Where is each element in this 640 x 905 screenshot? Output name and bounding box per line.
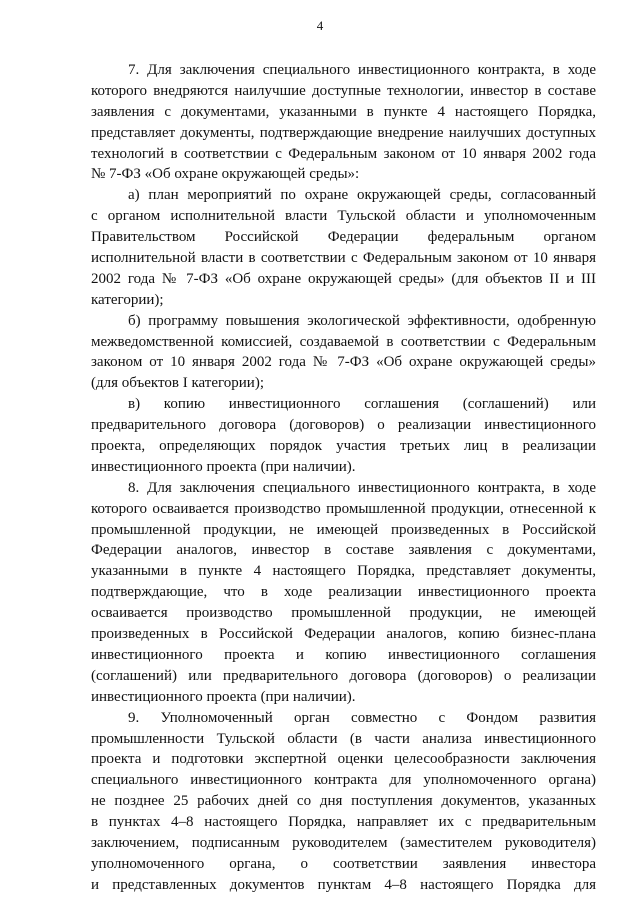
paragraph-7a (91, 185, 596, 310)
text-line: подтверждающие, что в ходе реализации инвестиционного проекта (91, 584, 596, 601)
text-line: проекта, определяющих порядок участия третьих лиц в реализации (91, 438, 596, 455)
text-line: Правительством Российской Федерации федеральным органом (91, 229, 596, 246)
document-body (91, 60, 596, 896)
text-line: законом от 10 января 2002 года № 7-ФЗ «Об охране окружающей среды» (91, 354, 596, 371)
text-line: категории); (91, 291, 164, 308)
text-line: б) программу повышения экологической эффективности, одобренную (128, 312, 596, 329)
text-line: представляет документы, подтверждающие внедрение наилучших доступных (91, 124, 596, 141)
text-line: инвестиционного проекта (при наличии). (91, 688, 356, 705)
text-line: инвестиционного проекта (при наличии). (91, 458, 356, 475)
text-line: инвестиционного проекта и копию инвестиционного соглашения (91, 646, 596, 663)
text-line: которого осваивается производство промышленной продукции, отнесенной к (91, 500, 596, 517)
paragraph-8 (91, 478, 596, 708)
text-line: промышленной продукции, не имеющей произведенных в Российской (91, 521, 596, 538)
text-line: Федерации аналогов, инвестор в составе заявления с документами, (91, 542, 596, 559)
text-line: указанными в пункте 4 настоящего Порядка, представляет документы, (91, 563, 596, 580)
text-line: заключением, подписанным руководителем (заместителем руководителя) (91, 834, 596, 851)
paragraph-7b (91, 311, 596, 395)
text-line: не позднее 25 рабочих дней со дня поступления документов, указанных (91, 793, 596, 810)
paragraph-7c (91, 394, 596, 478)
text-line: (для объектов I категории); (91, 375, 264, 392)
text-line: межведомственной комиссией, создаваемой в соответствии с Федеральным (91, 333, 596, 350)
text-line: 9. Уполномоченный орган совместно с Фондом развития (128, 709, 596, 726)
text-line: которого внедряются наилучшие доступные технологии, инвестор в составе (91, 82, 596, 99)
text-line: специального инвестиционного контракта для уполномоченного органа) (91, 772, 596, 789)
text-line: промышленности Тульской области (в части анализа инвестиционного (91, 730, 596, 747)
text-line: уполномоченного органа, о соответствии заявления инвестора (91, 855, 596, 872)
text-line: 7. Для заключения специального инвестиционного контракта, в ходе (128, 62, 596, 78)
text-line: в) копию инвестиционного соглашения (соглашений) или (128, 396, 596, 413)
text-line: 2002 года № 7-ФЗ «Об охране окружающей среды» (для объектов II и III (91, 270, 596, 287)
text-line: проекта и подготовки экспертной оценки целесообразности заключения (91, 751, 596, 768)
text-line: произведенных в Российской Федерации аналогов, копию бизнес-плана (91, 626, 596, 643)
text-line: и представленных документов пунктам 4–8 настоящего Порядка для (91, 876, 596, 893)
text-line: с органом исполнительной власти Тульской области и уполномоченным (91, 208, 596, 225)
page-number: 4 (316, 18, 324, 33)
text-line: осваивается производство промышленной продукции, не имеющей (91, 605, 596, 622)
text-line: 8. Для заключения специального инвестиционного контракта, в ходе (128, 479, 596, 496)
text-line: в пунктах 4–8 настоящего Порядка, направляет их с предварительным (91, 814, 596, 831)
text-line: № 7-ФЗ «Об охране окружающей среды»: (91, 166, 360, 183)
paragraph-7 (91, 60, 596, 185)
text-line: технологий в соответствии с Федеральным законом от 10 января 2002 года (91, 145, 596, 162)
text-line: заявления с документами, указанными в пункте 4 настоящего Порядка, (91, 103, 596, 120)
text-line: предварительного договора (договоров) о реализации инвестиционного (91, 417, 596, 434)
paragraph-9 (91, 708, 596, 896)
text-line: (соглашений) или предварительного договора (договоров) о реализации (91, 667, 596, 684)
text-line: исполнительной власти в соответствии с Федеральным законом от 10 января (91, 250, 596, 267)
text-line: а) план мероприятий по охране окружающей среды, согласованный (128, 187, 596, 204)
